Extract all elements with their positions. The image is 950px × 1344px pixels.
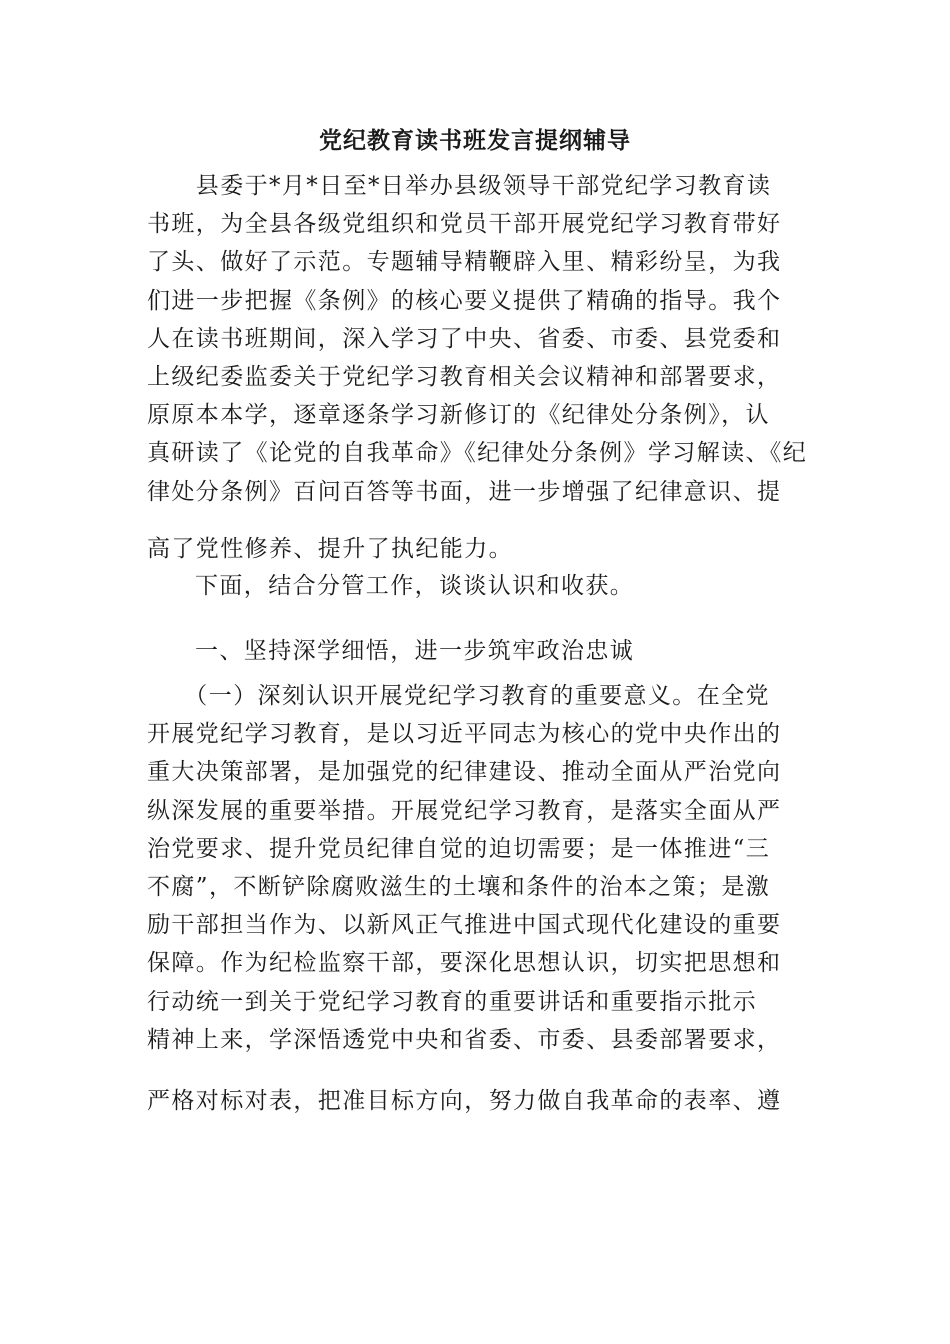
document-title: 党纪教育读书班发言提纲辅导 [319,127,631,154]
intro-paragraph-end [147,530,809,568]
paragraph-line: 上级纪委监委关于党纪学习教育相关会议精神和部署要求， [147,364,782,391]
paragraph-line: 重大决策部署，是加强党的纪律建设、推动全面从严治党向 [147,759,782,786]
paragraph-line: 律处分条例》百问百答等书面，进一步增强了纪律意识、提 [147,478,782,505]
paragraph-line: 治党要求、提升党员纪律自觉的迫切需要；是一体推进“三 [147,835,771,862]
intro-paragraph [147,167,809,511]
paragraph-line: 行动统一到关于党纪学习教育的重要讲话和重要指示批示 [147,988,757,1015]
subsection-paragraph [147,677,809,1059]
paragraph-line: 原原本本学，逐章逐条学习新修订的《纪律处分条例》，认 [147,402,770,429]
paragraph-line: 精神上来，学深悟透党中央和省委、市委、县委部署要求， [147,1026,782,1053]
paragraph-line: 们进一步把握《条例》的核心要义提供了精确的指导。我个 [147,287,782,314]
paragraph-line: 励干部担当作为、以新风正气推进中国式现代化建设的重要 [147,912,782,939]
paragraph-line: 纵深发展的重要举措。开展党纪学习教育，是落实全面从严 [147,797,782,824]
paragraph-line: 真研读了《论党的自我革命》《纪律处分条例》学习解读、《纪 [147,440,808,467]
transition-paragraph: 下面，结合分管工作，谈谈认识和收获。 [195,573,635,599]
paragraph-line: 严格对标对表，把准目标方向，努力做自我革命的表率、遵 [147,1088,782,1114]
paragraph-line: 了头、做好了示范。专题辅导精鞭辟入里、精彩纷呈，为我 [147,249,782,276]
paragraph-line: （一）深刻认识开展党纪学习教育的重要意义。在全党 [147,683,770,709]
paragraph-line: 高了党性修养、提升了执纪能力。 [147,536,513,562]
paragraph-line: 人在读书班期间，深入学习了中央、省委、市委、县党委和 [147,325,782,352]
paragraph-line: 不腐”，不断铲除腐败滋生的土壤和条件的治本之策；是激 [147,874,771,901]
paragraph-line: 书班，为全县各级党组织和党员干部开展党纪学习教育带好 [147,211,782,238]
paragraph-line: 保障。作为纪检监察干部，要深化思想认识，切实把思想和 [147,950,782,977]
paragraph-line: 开展党纪学习教育，是以习近平同志为核心的党中央作出的 [147,721,782,748]
subsection-paragraph-end [147,1082,809,1120]
section-heading: 一、坚持深学细悟，进一步筑牢政治忠诚 [195,638,635,664]
paragraph-line: 县委于*月*日至*日举办县级领导干部党纪学习教育读 [147,173,772,199]
